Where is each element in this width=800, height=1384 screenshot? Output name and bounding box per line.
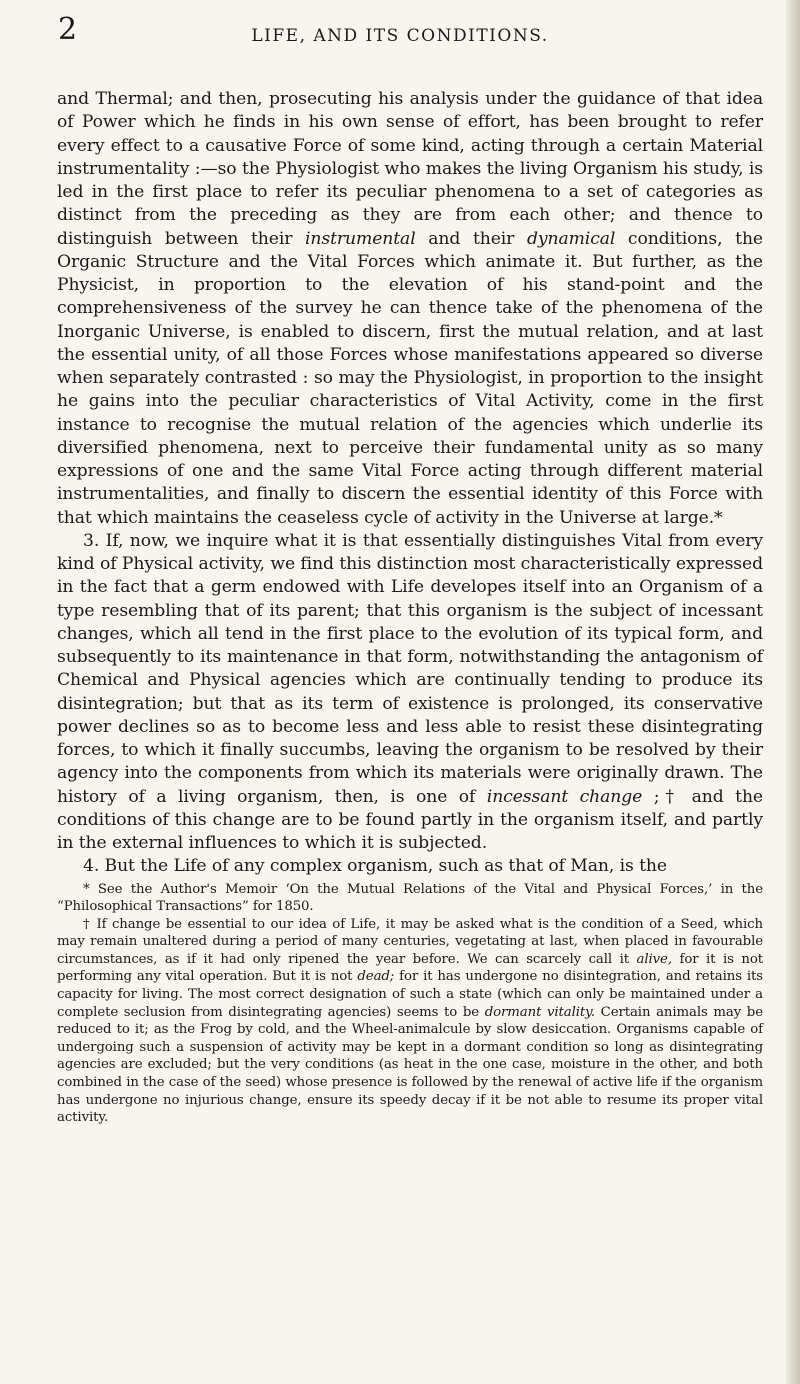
paragraph-section-3: 3. If, now, we inquire what it is that essentially distinguishes Vital from every kind of Physical activity, we find this distinction most characteristically expressed in the fact that a germ endowed with Life developes itself into an Organism of a type resembling that of its parent; that this organism is the subject of incessant changes, which all tend in the first place to the evolution of its typical form, and subsequently to its maintenance in that form, notwithstanding the antagonism of Chemical and Physical agencies which are continually tending to produce its disintegration; but that as its term of existence is prolonged, its conservative power declines so as to become less and less able to resist these disintegrating forces, to which it finally succumbs, leaving the organism to be resolved by their agency into the components from which its materials were originally drawn. The history of a living organism, then, is one of incessant change ;† and the conditions of this change are to be found partly in the organism itself, and partly in the external influences to which it is subjected. [57,530,764,853]
paragraph-section-4: 4. But the Life of any complex organism, such as that of Man, is the [83,856,667,877]
page-number: 2 [58,12,78,47]
page-content [57,88,763,1127]
body-text [57,88,763,879]
paragraph-1: and Thermal; and then, prosecuting his analysis under the guidance of that idea of Power which he finds in his own sense of effort, has been brought to refer every effect to a causative Force of some kind, acting through a certain Material instrumentality :—so the Physiologist who makes the living Organism his study, is led in the first place to refer its peculiar phenomena to a set of categories as distinct from the preceding as they are from each other; and thence to distinguish between their instrumental and their dynamical conditions, the Organic Structure and the Vital Forces which animate it. But further, as the Physicist, in proportion to the elevation of his stand-point and the comprehensiveness of the survey he can thence take of the phenomena of the Inorganic Universe, is enabled to discern, first the mutual relation, and at last the essential unity, of all those Forces whose manifestations appeared so diverse when separately contrasted : so may the Physiologist, in proportion to the insight he gains into the peculiar characteristics of Vital Activity, come in the first instance to recognise the mutual relation of the agencies which underlie its diversified phenomena, next to perceive their fundamental unity as so many expressions of one and the same Vital Force acting through different material instrumentalities, and finally to discern the essential identity of this Force with that which maintains the ceaseless cycle of activity in the Universe at large.* [57,89,763,528]
footnote-asterisk: * See the Author's Memoir ‘On the Mutual Relations of the Vital and Physical Forces,’ in the “Philosophical Transactions” for 1850. [57,881,763,915]
footnotes [57,881,763,1127]
page-edge-shadow [786,0,800,1384]
footnote-dagger: † If change be essential to our idea of Life, it may be asked what is the condition of a Seed, which may remain unaltered during a period of many centuries, vegetating at last, when placed in favourable circumstances, as if it had only ripened the year before. We can scarcely call it alive, for it is not performing any vital operation. But it is not dead; for it has undergone no disintegration, and retains its capacity for living. The most correct designation of such a state (which can only be maintained under a complete seclusion from disintegrating agencies) seems to be dormant vitality. Certain animals may be reduced to it; as the Frog by cold, and the Wheel-animalcule by slow desiccation. Organisms capable of undergoing such a suspension of activity may be kept in a dormant condition so long as disintegrating agencies are excluded; but the very conditions (as heat in the one case, moisture in the other, and both combined in the case of the seed) whose presence is followed by the renewal of active life if the organism has undergone no injurious change, ensure its speedy decay if it be not able to resume its proper vital activity. [57,916,763,1126]
running-title: LIFE, AND ITS CONDITIONS. [251,26,549,46]
